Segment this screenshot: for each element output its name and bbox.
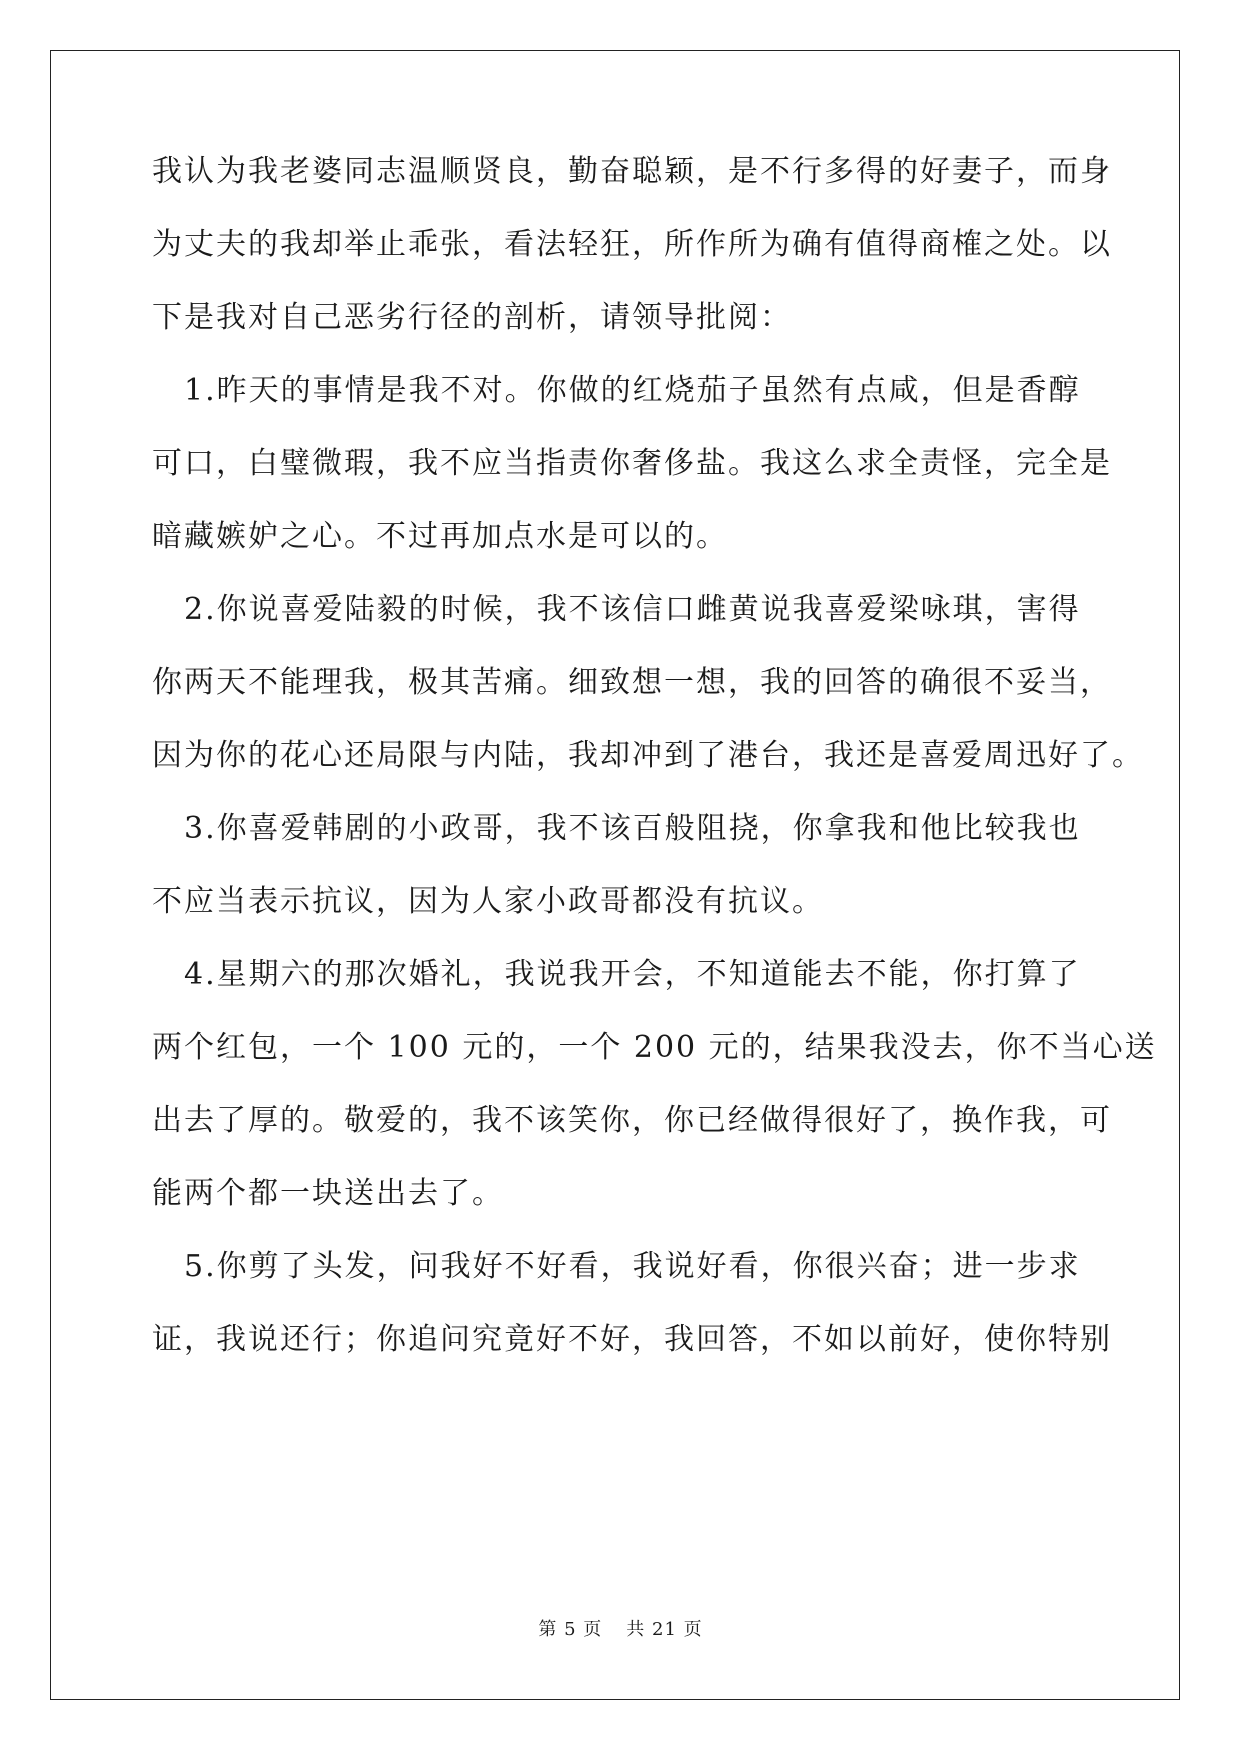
- text-line: 4.星期六的那次婚礼，我说我开会，不知道能去不能，你打算了: [152, 957, 1081, 992]
- text-line: 不应当表示抗议，因为人家小政哥都没有抗议。: [152, 884, 824, 919]
- text-line: 你两天不能理我，极其苦痛。细致想一想，我的回答的确很不妥当，: [152, 665, 1112, 700]
- text-line: 1.昨天的事情是我不对。你做的红烧茄子虽然有点咸，但是香醇: [152, 373, 1081, 408]
- text-line: 为丈夫的我却举止乖张，看法轻狂，所作所为确有值得商榷之处。以: [152, 227, 1112, 262]
- text-line: 2.你说喜爱陆毅的时候，我不该信口雌黄说我喜爱梁咏琪，害得: [152, 592, 1081, 627]
- text-line: 两个红包，一个 100 元的，一个 200 元的，结果我没去，你不当心送: [152, 1030, 1157, 1065]
- text-line: 3.你喜爱韩剧的小政哥，我不该百般阻挠，你拿我和他比较我也: [152, 811, 1081, 846]
- text-line: 下是我对自己恶劣行径的剖析，请领导批阅：: [152, 300, 792, 335]
- text-line: 5.你剪了头发，问我好不好看，我说好看，你很兴奋；进一步求: [152, 1249, 1081, 1284]
- text-line: 证，我说还行；你追问究竟好不好，我回答，不如以前好，使你特别: [152, 1322, 1112, 1357]
- page-total: 共 21 页: [626, 1619, 703, 1640]
- text-line: 暗藏嫉妒之心。不过再加点水是可以的。: [152, 519, 728, 554]
- page-number: 第 5 页: [538, 1619, 603, 1640]
- text-line: 能两个都一块送出去了。: [152, 1176, 504, 1211]
- page-footer: [0, 1618, 1241, 1642]
- text-line: 我认为我老婆同志温顺贤良，勤奋聪颖，是不行多得的好妻子，而身: [152, 154, 1112, 189]
- text-line: 出去了厚的。敬爱的，我不该笑你，你已经做得很好了，换作我，可: [152, 1103, 1112, 1138]
- text-line: 因为你的花心还局限与内陆，我却冲到了港台，我还是喜爱周迅好了。: [152, 738, 1144, 773]
- text-line: 可口，白璧微瑕，我不应当指责你奢侈盐。我这么求全责怪，完全是: [152, 446, 1112, 481]
